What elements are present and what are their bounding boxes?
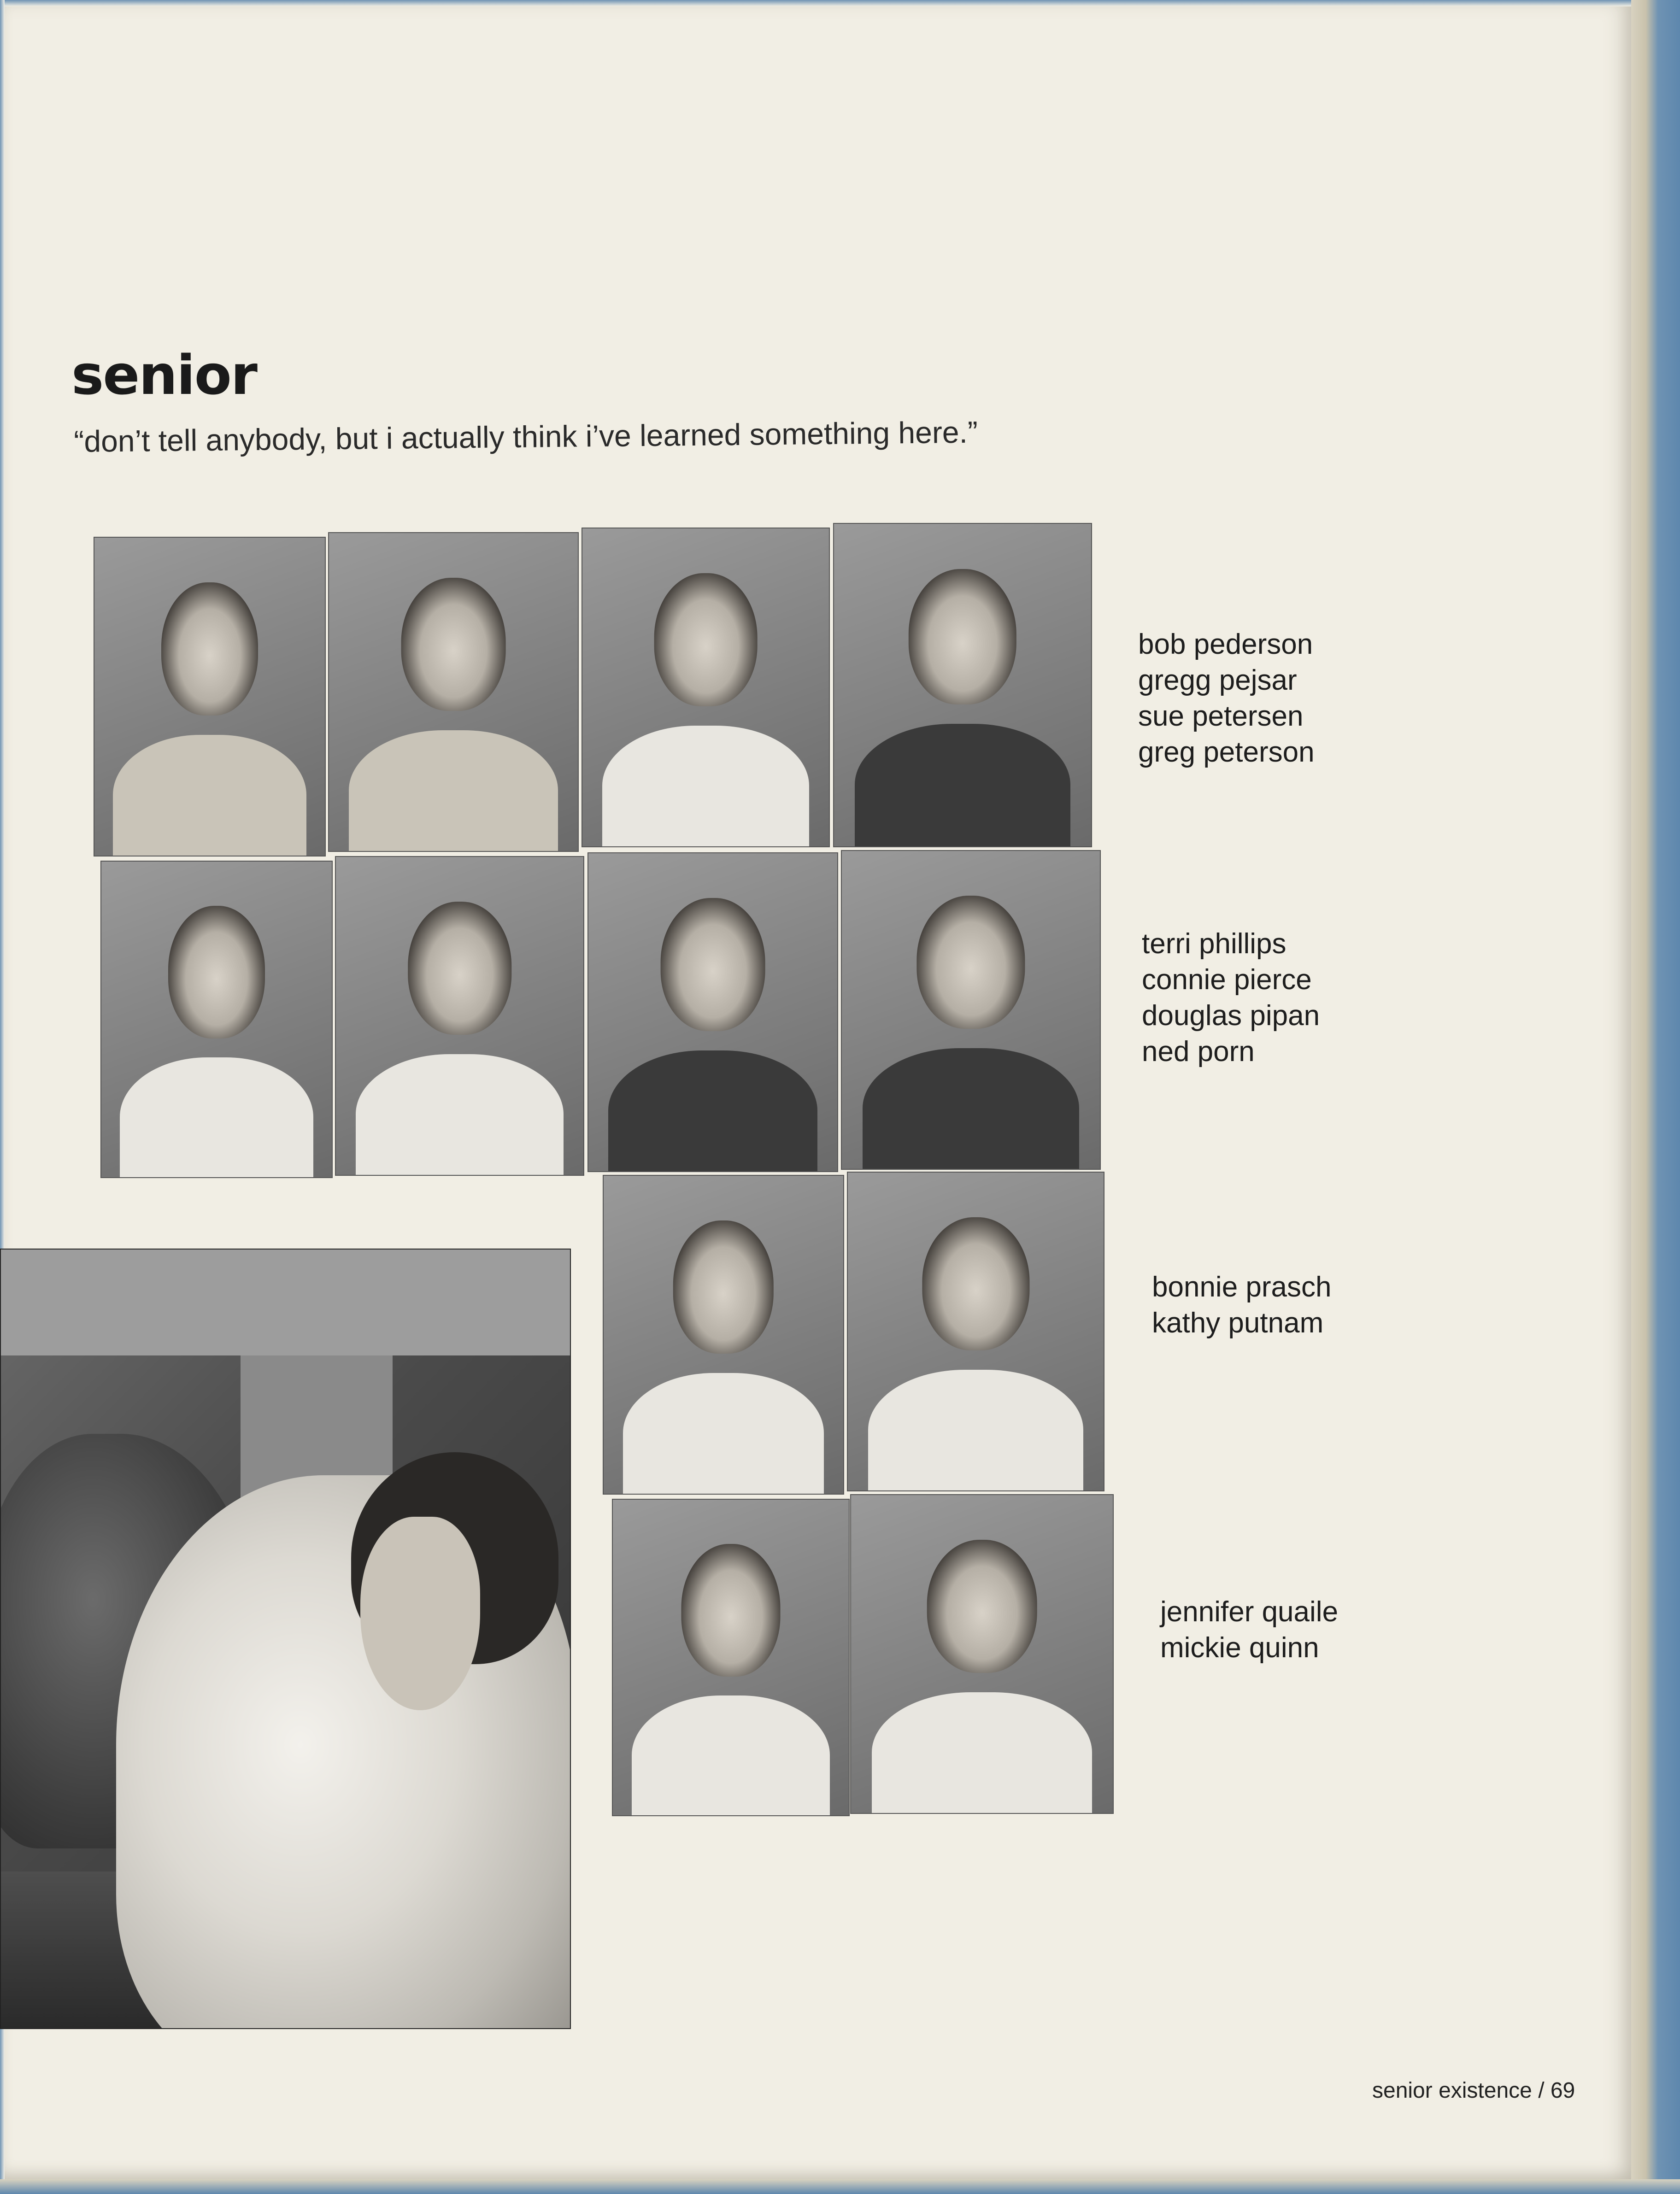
portrait-sue-petersen (582, 528, 830, 847)
student-name: greg peterson (1138, 736, 1315, 768)
portrait-terri-phillips (100, 861, 333, 1178)
student-name: bonnie prasch (1152, 1271, 1332, 1303)
portrait-ned-porn (841, 850, 1101, 1170)
student-name: sue petersen (1138, 700, 1304, 732)
student-name: douglas pipan (1142, 1000, 1320, 1032)
portrait-connie-pierce (335, 856, 584, 1176)
page-footer: senior existence / 69 (1372, 2078, 1575, 2103)
book-binding-edge (1631, 0, 1680, 2194)
page-edge-top (0, 0, 1680, 6)
student-name: ned porn (1142, 1036, 1255, 1068)
portrait-mickie-quinn (850, 1494, 1114, 1814)
portrait-kathy-putnam (847, 1172, 1104, 1491)
portrait-jennifer-quaile (612, 1499, 850, 1816)
student-name: connie pierce (1142, 964, 1312, 996)
student-name: gregg pejsar (1138, 664, 1297, 696)
name-list-row-4 (1160, 1594, 1338, 1666)
student-name: terri phillips (1142, 928, 1286, 960)
portrait-bonnie-prasch (603, 1175, 844, 1495)
portrait-douglas-pipan (587, 852, 838, 1172)
portrait-gregg-pejsar (328, 532, 579, 852)
student-name: bob pederson (1138, 628, 1313, 660)
student-name: jennifer quaile (1160, 1596, 1339, 1628)
portrait-bob-pederson (94, 537, 326, 856)
portrait-greg-peterson (833, 523, 1092, 847)
name-list-row-2 (1142, 926, 1320, 1070)
page-quote: “don’t tell anybody, but i actually think i’ve learned something here.” (74, 415, 978, 458)
name-list-row-3 (1152, 1269, 1332, 1341)
name-list-row-1 (1138, 627, 1315, 770)
student-name: kathy putnam (1152, 1307, 1324, 1339)
candid-photo (0, 1249, 571, 2029)
student-name: mickie quinn (1160, 1632, 1319, 1664)
page-heading: senior (71, 343, 257, 407)
page-edge-bottom (0, 2179, 1680, 2194)
